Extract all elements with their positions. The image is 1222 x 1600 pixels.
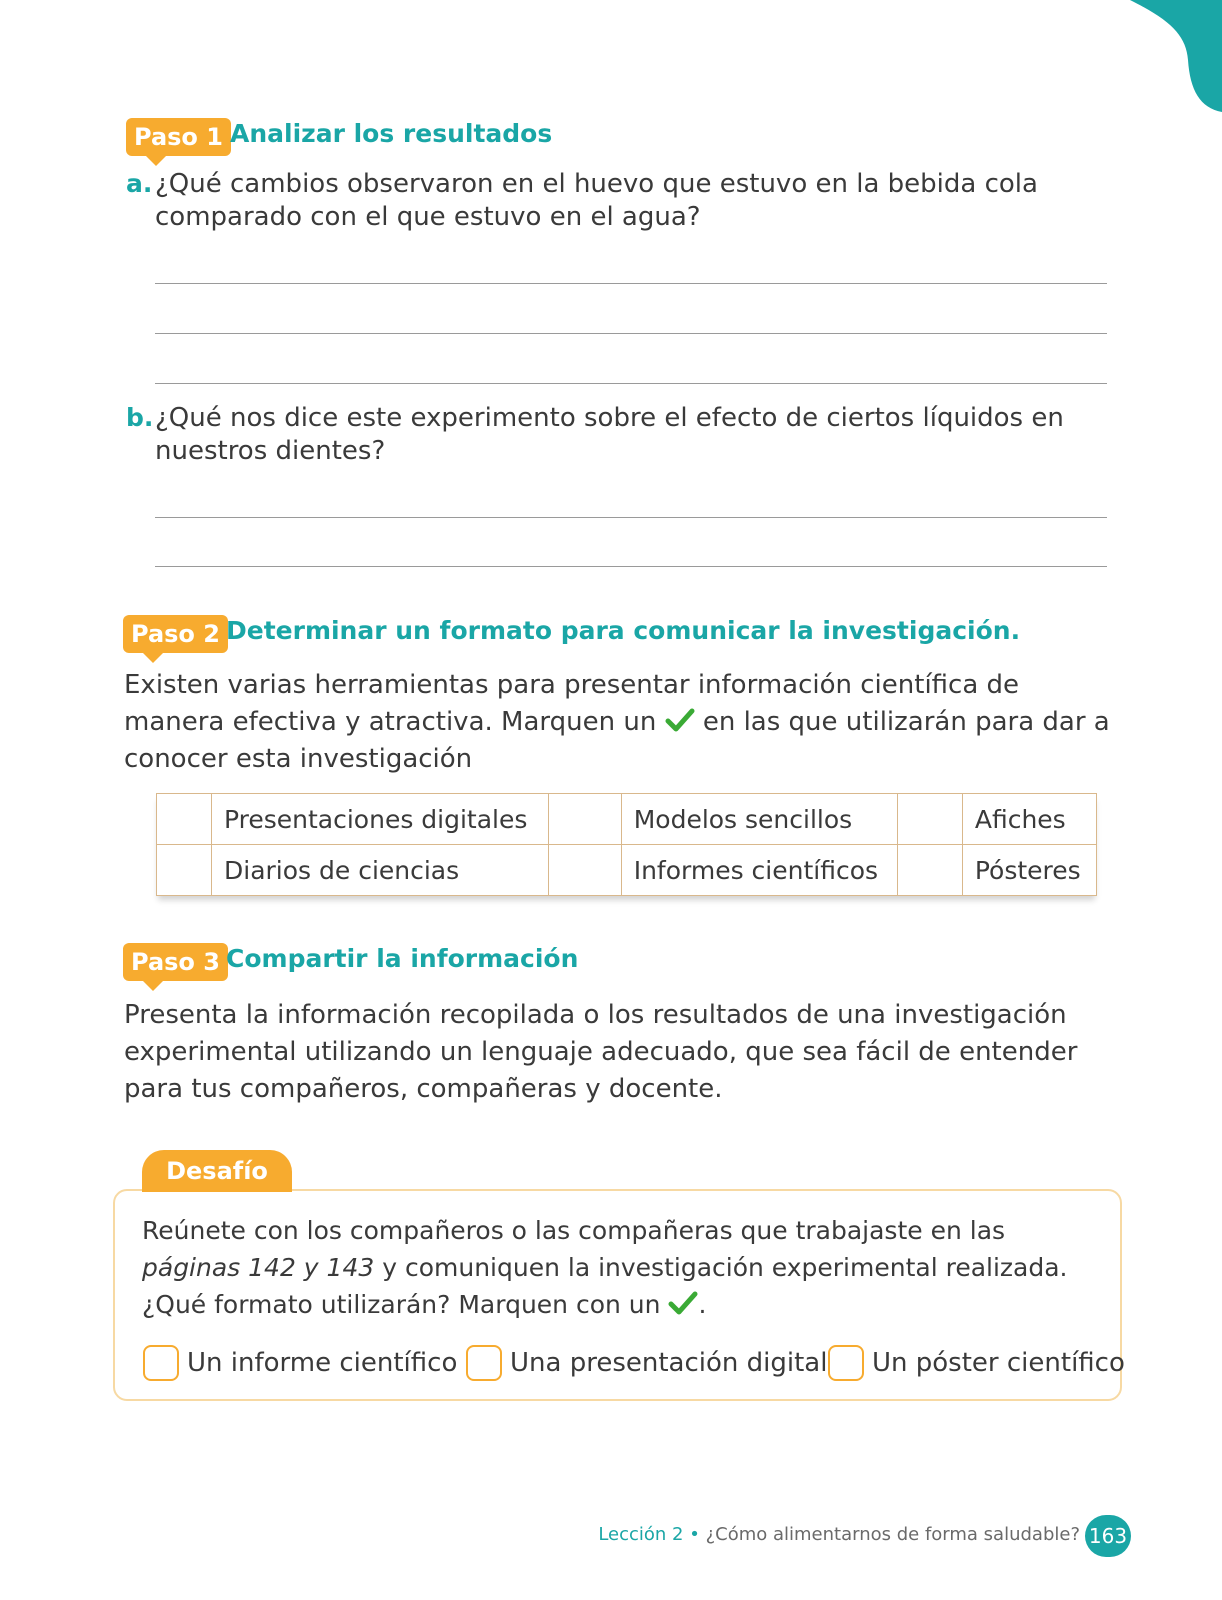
- tool-checkbox-informes[interactable]: [548, 845, 621, 896]
- paso-3-para-line3: para tus compañeros, compañeras y docente.: [124, 1074, 723, 1104]
- footer-subtitle: ¿Cómo alimentarnos de forma saludable?: [705, 1524, 1080, 1545]
- option-checkbox[interactable]: [466, 1345, 502, 1381]
- footer-lesson: Lección 2: [598, 1524, 684, 1545]
- paso-3-badge: Paso 3: [123, 943, 228, 981]
- tool-label: Afiches: [962, 794, 1096, 845]
- page-number: 163: [1085, 1515, 1131, 1557]
- paso-2-para-line3: conocer esta investigación: [124, 744, 473, 774]
- tool-label: Presentaciones digitales: [212, 794, 549, 845]
- desafio-line3b: .: [698, 1290, 707, 1319]
- paso-2-badge: Paso 2: [123, 615, 228, 653]
- paso-2-para-line2a: manera efectiva y atractiva. Marquen un: [124, 707, 657, 737]
- answer-line-a1[interactable]: [155, 283, 1107, 284]
- paso-1-title: Analizar los resultados: [230, 119, 553, 148]
- option-presentacion[interactable]: [466, 1343, 827, 1383]
- paso-3-para-line1: Presenta la información recopilada o los resultados de una investigación: [124, 1000, 1067, 1030]
- footer-bullet: •: [683, 1524, 706, 1545]
- paso-2-title: Determinar un formato para comunicar la investigación.: [226, 616, 1021, 645]
- desafio-line2-rest: y comuniquen la investigación experimental realizada.: [374, 1253, 1068, 1282]
- answer-line-b2[interactable]: [155, 566, 1107, 567]
- paso-3-title: Compartir la información: [226, 944, 579, 973]
- tool-label: Diarios de ciencias: [212, 845, 549, 896]
- paso-2-paragraph: [124, 667, 1124, 778]
- question-b-letter: b.: [126, 403, 154, 432]
- desafio-line3: [142, 1286, 1102, 1323]
- desafio-text: [142, 1212, 1102, 1323]
- tools-table: [156, 793, 1097, 896]
- tool-label: Informes científicos: [621, 845, 897, 896]
- tool-checkbox-afiches[interactable]: [897, 794, 962, 845]
- paso-2-para-line1: Existen varias herramientas para presentar información científica de: [124, 670, 1020, 700]
- footer: [560, 1522, 1080, 1548]
- option-label: Una presentación digital: [510, 1348, 828, 1378]
- table-row: [157, 794, 1097, 845]
- question-b-line2: nuestros dientes?: [155, 436, 386, 466]
- answer-line-a3[interactable]: [155, 383, 1107, 384]
- paso-3-para-line2: experimental utilizando un lenguaje adecuado, que sea fácil de entender: [124, 1037, 1078, 1067]
- checkmark-icon: [668, 1290, 698, 1316]
- corner-decoration: [1110, 0, 1222, 112]
- tool-label: Modelos sencillos: [621, 794, 897, 845]
- option-label: Un póster científico: [872, 1348, 1125, 1378]
- question-b-line1: ¿Qué nos dice este experimento sobre el efecto de ciertos líquidos en: [155, 403, 1064, 433]
- tool-checkbox-modelos[interactable]: [548, 794, 621, 845]
- desafio-pages: páginas 142 y 143: [142, 1253, 375, 1282]
- desafio-line1: Reúnete con los compañeros o las compañeras que trabajaste en las: [142, 1216, 1006, 1245]
- tool-checkbox-presentaciones[interactable]: [157, 794, 212, 845]
- tool-checkbox-diarios[interactable]: [157, 845, 212, 896]
- option-checkbox[interactable]: [828, 1345, 864, 1381]
- checkmark-icon: [665, 707, 695, 733]
- paso-3-paragraph: [124, 997, 1124, 1108]
- desafio-line2: [142, 1249, 1102, 1286]
- question-a-line2: comparado con el que estuvo en el agua?: [155, 202, 701, 232]
- option-checkbox[interactable]: [143, 1345, 179, 1381]
- paso-2-para-line2b: en las que utilizarán para dar a: [702, 707, 1110, 737]
- question-a-letter: a.: [126, 169, 153, 198]
- desafio-line3a: ¿Qué formato utilizarán? Marquen con un: [142, 1290, 661, 1319]
- paso-2-para-line2: [124, 704, 1124, 741]
- option-informe[interactable]: [143, 1343, 457, 1383]
- tool-checkbox-posteres[interactable]: [897, 845, 962, 896]
- answer-line-a2[interactable]: [155, 333, 1107, 334]
- paso-1-badge: Paso 1: [126, 118, 231, 156]
- answer-line-b1[interactable]: [155, 517, 1107, 518]
- table-row: [157, 845, 1097, 896]
- option-label: Un informe científico: [187, 1348, 458, 1378]
- tool-label: Pósteres: [962, 845, 1096, 896]
- desafio-tab: Desafío: [142, 1150, 292, 1192]
- option-poster[interactable]: [828, 1343, 1125, 1383]
- question-a-line1: ¿Qué cambios observaron en el huevo que estuvo en la bebida cola: [155, 169, 1038, 199]
